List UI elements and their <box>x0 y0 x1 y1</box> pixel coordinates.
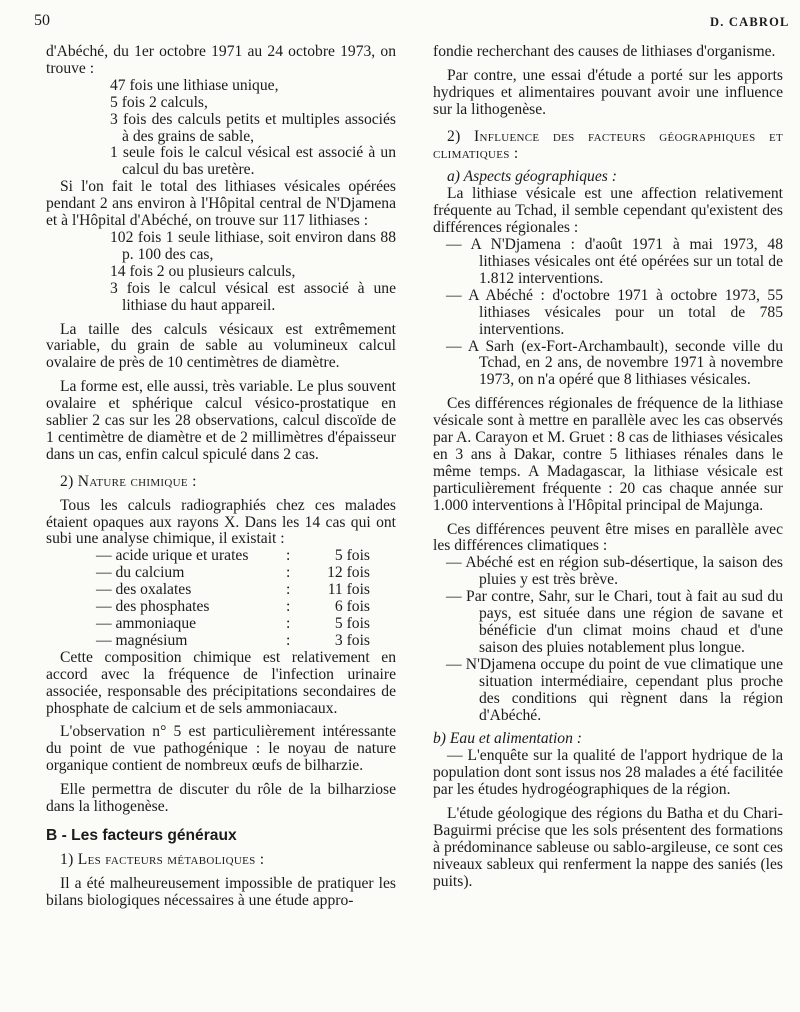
section-heading-facteurs-metaboliques: 1) Les facteurs métaboliques : <box>60 850 265 868</box>
table-cell-name: — ammoniaque <box>96 615 197 632</box>
calculus-count-list <box>46 78 396 179</box>
table-cell-sep: : <box>286 598 291 616</box>
section-heading-facteurs-geographiques: 2) Influence des facteurs géographiques et climatiques : <box>433 127 783 162</box>
right-column <box>433 44 783 891</box>
table-cell-name: — du calcium <box>96 564 185 582</box>
table-cell-sep: : <box>286 581 291 599</box>
paragraph: Il a été malheureusement impossible de pratiquer les bilans biologiques nécessaires à une étude appro- <box>46 874 396 909</box>
paragraph: L'étude géologique des régions du Batha et du Chari-Baguirmi précise que les sols présentent des formations à prédominance sableuse ou sablo-argileuse, ce sont ces niveaux sableux qui renferment la nappe des saniés (les puits). <box>433 805 783 890</box>
total-lithiasis-list <box>46 230 396 315</box>
list-item: 3 fois des calculs petits et multiples associés à des grains de sable, <box>110 110 396 145</box>
list-item: 1 seule fois le calcul vésical est associé à un calcul du bas uretère. <box>110 144 396 179</box>
table-cell-name: — magnésium <box>96 631 188 649</box>
table-cell-count: 5 fois <box>334 615 370 632</box>
paragraph: — L'enquête sur la qualité de l'apport hydrique de la population dont sont issus nos 28 malades a été facilitée par les études hydrogéographiques de la région. <box>433 747 783 799</box>
left-column <box>46 44 396 910</box>
subsection-heading-aspects-geographiques: a) Aspects géographiques : <box>447 168 617 186</box>
table-cell-count: 3 fois <box>334 631 370 649</box>
list-item: — A N'Djamena : d'août 1971 à mai 1973, 48 lithiases vésicales ont été opérées sur un total de 1.812 interventions. <box>446 236 783 287</box>
table-cell-sep: : <box>286 547 291 565</box>
table-cell-name: — des phosphates <box>96 598 210 616</box>
table-cell-sep: : <box>286 631 291 649</box>
table-cell-sep: : <box>286 564 291 582</box>
table-cell-name: — des oxalates <box>96 581 192 599</box>
list-item: 3 fois le calcul vésical est associé à une lithiase du haut appareil. <box>110 279 396 314</box>
paragraph: Ces différences régionales de fréquence de la lithiase vésicale sont à mettre en parallèle avec les cas observés par A. Carayon et M. Gruet : 8 cas de lithiases vésicales en 3 ans à Dakar, contre 5 lithiases rénales dans le même temps. A Madagascar, la lithiase vésicale est particulièrement fréquente : 20 cas chaque année sur 1.000 interventions à l'Hôpital principal de Majunga. <box>433 395 783 514</box>
paragraph: Si l'on fait le total des lithiases vésicales opérées pendant 2 ans environ à l'Hôpital central de N'Djamena et à l'Hôpital d'Abéché, on trouve sur 117 lithiases : <box>46 178 396 230</box>
subsection-heading-eau-alimentation: b) Eau et alimentation : <box>433 730 582 748</box>
paragraph: L'observation n° 5 est particulièrement intéressante du point de vue pathogénique : le noyau de nature organique contient de nombreux œufs de bilharzie. <box>46 723 396 775</box>
list-item: 14 fois 2 ou plusieurs calculs, <box>110 262 296 280</box>
list-item: — A Sarh (ex-Fort-Archambault), seconde ville du Tchad, en 2 ans, de novembre 1971 à novembre 1973, on n'a opéré que 8 lithiases vésicales. <box>446 337 783 389</box>
list-item: — N'Djamena occupe du point de vue climatique une situation intermédiaire, cependant plus proche des conditions qui règnent dans la région d'Abéché. <box>446 655 783 724</box>
paragraph: Cette composition chimique est relativement en accord avec la fréquence de l'infection urinaire associée, responsable des précipitations secondaires de phosphate de calcium et de sels ammoniacaux. <box>46 648 396 717</box>
list-item: — Abéché est en région sub-désertique, la saison des pluies y est très brève. <box>446 554 783 589</box>
list-item: — A Abéché : d'octobre 1971 à octobre 1973, 55 lithiases vésicales pour un total de 785 interventions. <box>446 286 783 338</box>
paragraph: fondie recherchant des causes de lithiases d'organisme. <box>433 43 776 60</box>
running-head: D. CABROL <box>710 15 790 29</box>
paragraph: Tous les calculs radiographiés chez ces malades étaient opaques aux rayons X. Dans les 14 cas qui ont subi une analyse chimique, il existait : <box>46 496 396 548</box>
table-cell-count: 11 fois <box>327 581 370 599</box>
table-cell-sep: : <box>286 615 291 632</box>
table-cell-count: 5 fois <box>334 547 370 565</box>
section-heading-facteurs-generaux: B - Les facteurs généraux <box>46 826 237 844</box>
table-cell-count: 6 fois <box>334 598 370 616</box>
page-number: 50 <box>34 12 50 29</box>
list-item: 5 fois 2 calculs, <box>110 93 208 111</box>
paragraph: La taille des calculs vésicaux est extrêmement variable, du grain de sable au volumineux calcul ovalaire de près de 10 centimètres de diamètre. <box>46 320 396 372</box>
list-item: — Par contre, Sahr, sur le Chari, tout à fait au sud du pays, est située dans une région de savane et bénéficie d'un climat moins chaud et d'une saison des pluies notablement plus longue. <box>446 588 783 656</box>
paragraph: Ces différences peuvent être mises en parallèle avec les différences climatiques : <box>433 520 783 555</box>
paragraph: d'Abéché, du 1er octobre 1971 au 24 octobre 1973, on trouve : <box>46 43 396 77</box>
paragraph: Elle permettra de discuter du rôle de la bilharziose dans la lithogenèse. <box>46 781 396 816</box>
table-cell-count: 12 fois <box>327 564 370 582</box>
paragraph: La forme est, elle aussi, très variable. Le plus souvent ovalaire et sphérique calcul vésico-prostatique en sablier 2 cas sur les 28 observations, calcul discoïde de 1 centimètre de diamètre et de 2 millimètres d'épaisseur dans un cas, enfin calcul spiculé dans 2 cas. <box>46 378 396 463</box>
list-item: 47 fois une lithiase unique, <box>110 76 279 94</box>
section-heading-nature-chimique: 2) Nature chimique : <box>60 472 197 490</box>
table-cell-name: — acide urique et urates <box>96 547 249 565</box>
chemical-composition-table <box>96 548 396 649</box>
list-item: 102 fois 1 seule lithiase, soit environ dans 88 p. 100 des cas, <box>110 228 396 263</box>
paragraph: La lithiase vésicale est une affection relativement fréquente au Tchad, il semble cependant qu'existent des différences régionales : <box>433 185 783 237</box>
paragraph: Par contre, une essai d'étude a porté sur les apports hydriques et alimentaires pouvant avoir une influence sur la lithogenèse. <box>433 66 783 118</box>
